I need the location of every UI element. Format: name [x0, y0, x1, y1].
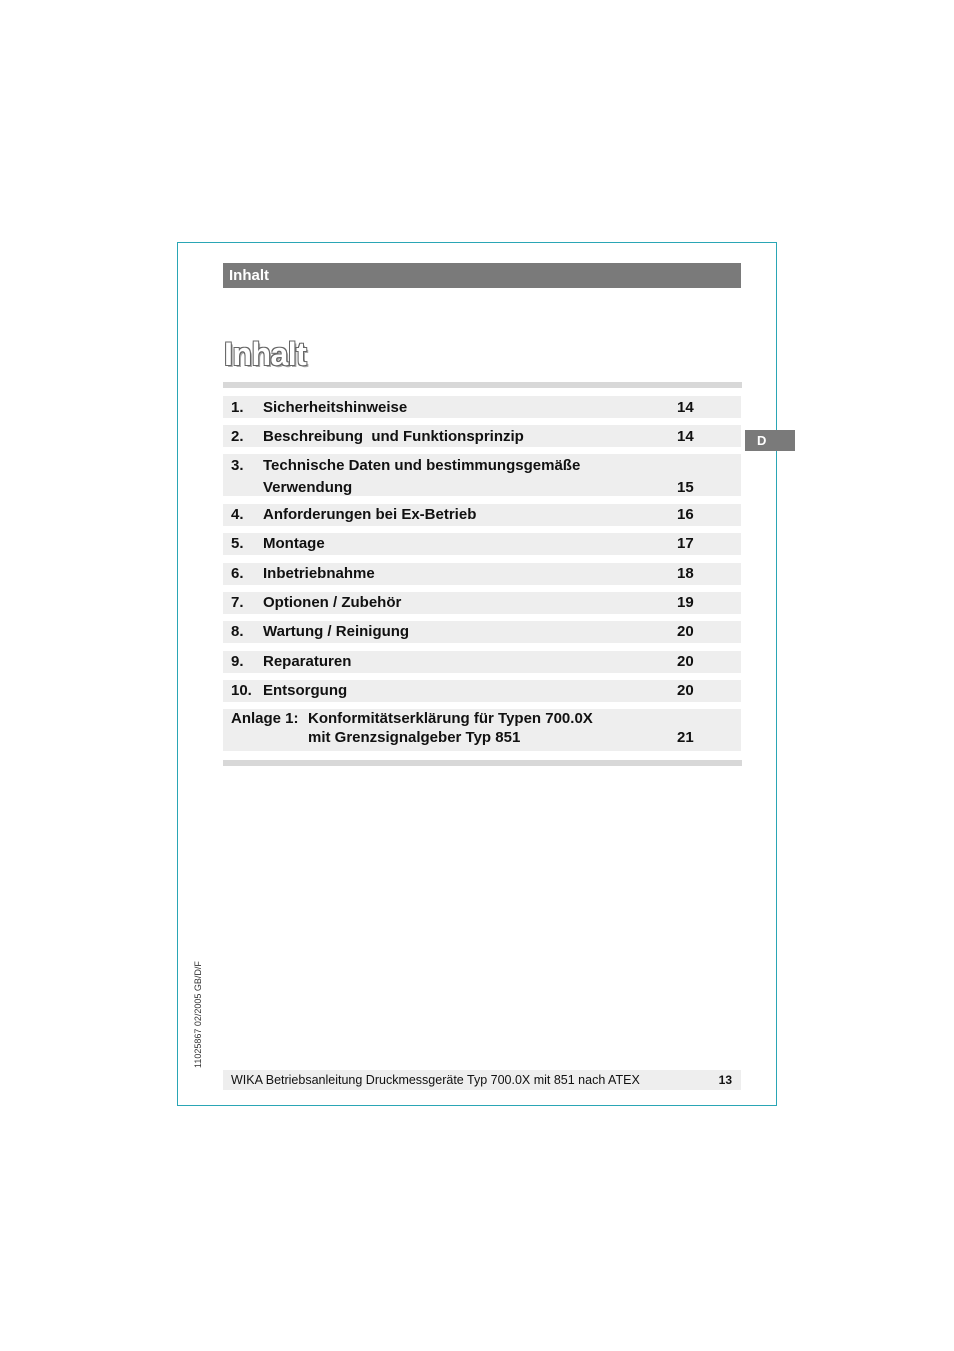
toc-entry-2[interactable]: [223, 425, 741, 447]
toc-entry-9[interactable]: [223, 651, 741, 673]
toc-page: 14: [677, 399, 694, 416]
toc-title: Technische Daten und bestimmungsgemäße: [263, 457, 581, 474]
toc-title-continued: Verwendung: [263, 479, 353, 496]
toc-title: Wartung / Reinigung: [263, 623, 410, 640]
toc-page: 20: [677, 653, 694, 670]
appendix-title: Konformitätserklärung für Typen 700.0X: [308, 710, 593, 727]
toc-number: 8.: [231, 623, 244, 640]
toc-page: 16: [677, 506, 694, 523]
toc-entry-appendix[interactable]: [223, 709, 741, 751]
toc-entry-3[interactable]: [223, 454, 741, 496]
document-code: 11025867 02/2005 GB/D/F: [193, 961, 203, 1068]
page-footer: [223, 1070, 741, 1090]
toc-page: 14: [677, 428, 694, 445]
appendix-title-continued: mit Grenzsignalgeber Typ 851: [308, 729, 521, 746]
toc-number: 2.: [231, 428, 244, 445]
language-tab[interactable]: D: [745, 430, 795, 451]
toc-page: 19: [677, 594, 694, 611]
appendix-label: Anlage 1:: [231, 710, 299, 727]
toc-entry-6[interactable]: [223, 563, 741, 585]
toc-title: Beschreibung und Funktionsprinzip: [263, 428, 524, 445]
toc-entry-1[interactable]: [223, 396, 741, 418]
toc-title: Inbetriebnahme: [263, 565, 375, 582]
toc-title: Sicherheitshinweise: [263, 399, 408, 416]
toc-entry-7[interactable]: [223, 592, 741, 614]
toc-entry-8[interactable]: [223, 621, 741, 643]
toc-entry-10[interactable]: [223, 680, 741, 702]
toc-number: 3.: [231, 457, 244, 474]
section-header: Inhalt: [223, 263, 741, 288]
toc-page: 18: [677, 565, 694, 582]
toc-title: Optionen / Zubehör: [263, 594, 402, 611]
toc-title: Anforderungen bei Ex-Betrieb: [263, 506, 477, 523]
toc-number: 4.: [231, 506, 244, 523]
toc-title: Entsorgung: [263, 682, 348, 699]
toc-title: Montage: [263, 535, 325, 552]
toc-number: 9.: [231, 653, 244, 670]
page-title: Inhalt: [224, 336, 307, 372]
toc-number: 7.: [231, 594, 244, 611]
footer-text: WIKA Betriebsanleitung Druckmessgeräte Typ 700.0X mit 851 nach ATEX: [231, 1073, 640, 1087]
toc-page: 21: [677, 729, 694, 746]
toc-page: 17: [677, 535, 694, 552]
divider-bottom: [223, 760, 742, 766]
toc-entry-4[interactable]: [223, 504, 741, 526]
toc-number: 6.: [231, 565, 244, 582]
toc-page: 20: [677, 623, 694, 640]
toc-number: 1.: [231, 399, 244, 416]
divider-top: [223, 382, 742, 388]
page-number: 13: [718, 1073, 732, 1087]
toc-page: 20: [677, 682, 694, 699]
toc-title: Reparaturen: [263, 653, 352, 670]
toc-number: 10.: [231, 682, 252, 699]
toc-entry-5[interactable]: [223, 533, 741, 555]
toc-number: 5.: [231, 535, 244, 552]
toc-page: 15: [677, 479, 694, 496]
